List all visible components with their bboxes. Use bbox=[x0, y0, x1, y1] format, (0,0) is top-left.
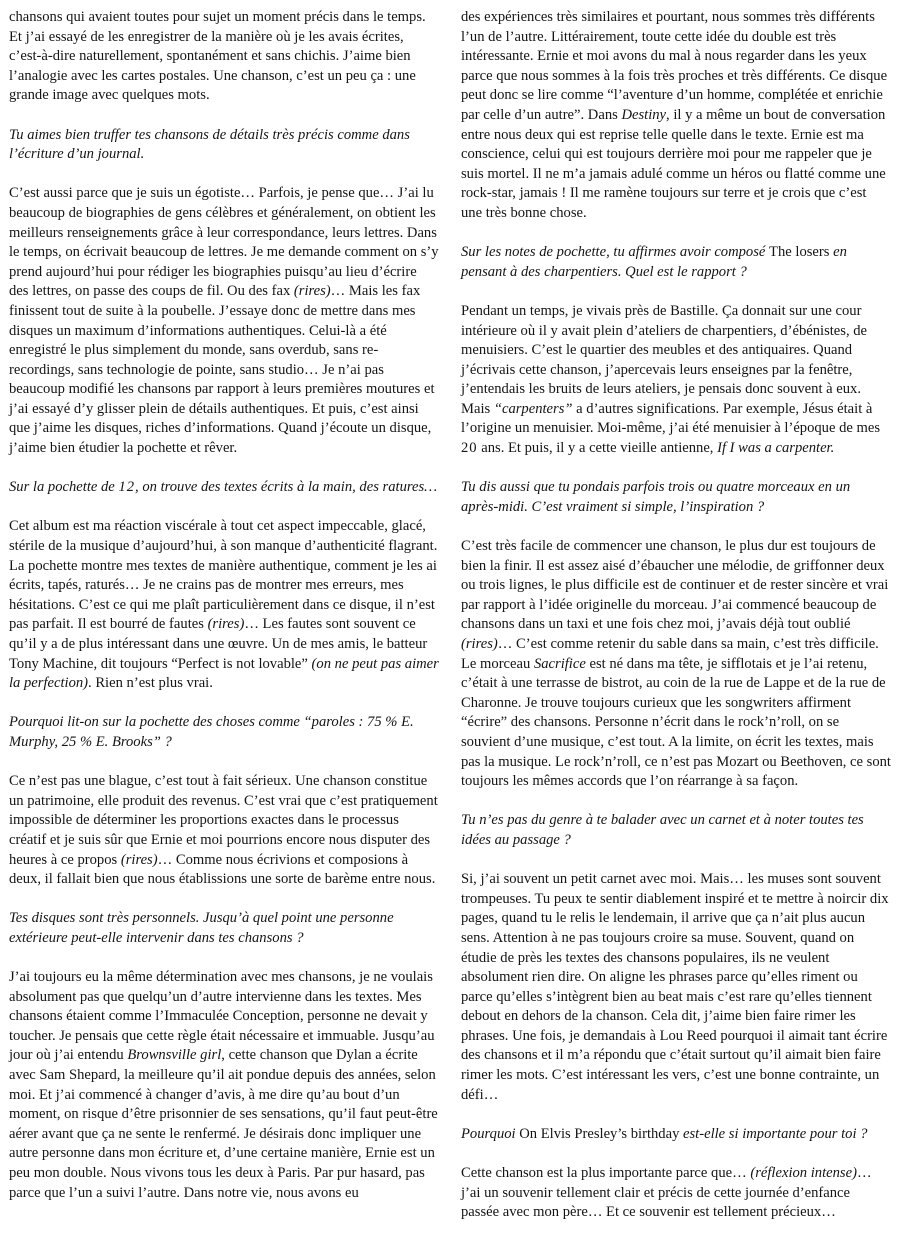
text-run: … Mais les fax finissent tout de suite à la poubelle. J’essaye donc de mettre dans mes disques un maximum d’informations authentiques. Celui-là a été enregistré le plus simplement du monde, sans overdub, sans re-recordings, sans technologie de pointe, sans studio… Je n’ai pas beaucoup modifié les chansons par rapport à leurs premières moutures et j’ai essayé d’y glisser plein de détails authentiques. Et puis, c’est ainsi que j’aime les disques, riches d’informations. Quand j’écoute un disque, j’aime bien étudier la pochette et rêver. bbox=[9, 283, 435, 457]
interview-answer bbox=[461, 1164, 891, 1223]
interview-answer bbox=[461, 302, 891, 459]
interview-question bbox=[461, 1125, 891, 1145]
text-run: (réflexion intense) bbox=[750, 1165, 857, 1182]
interview-answer bbox=[9, 8, 439, 106]
interview-answer bbox=[461, 8, 891, 224]
text-run: chansons qui avaient toutes pour sujet un moment précis dans le temps. Et j’ai essayé de les enregistrer de la manière où je les avais écrites, c’est-à-dire naturellement, spontanément et sans chichis. J’aime bien l’analogie avec les cartes postales. Une chanson, c’est un peu ça : une grande image avec quelques mots. bbox=[9, 9, 426, 104]
text-run: est né dans ma tête, je sifflotais et je l’ai retenu, c’était à une terrasse de bistrot, au coin de la rue de Lappe et de la rue de Charonne. Je trouve toujours curieux que les songwriters affirment “écrire” des chansons. Personne n’écrit dans le rock’n’roll, on se souvient d’une musique, c’est tout. A la limite, on écrit les textes, mais pas la musique. Le rock’n’roll, ce n’est pas Mozart ou Beethoven, ce sont toujours les mêmes accords que l’on réarrange à sa façon. bbox=[461, 655, 891, 790]
text-run: … Les fautes sont souvent ce qu’il y a de plus intéressant dans une œuvre. Un de mes amis, le batteur Tony Machine, dit toujours “Perfect is not lovable” bbox=[9, 616, 428, 672]
text-run: Cette chanson est la plus importante parce que… bbox=[461, 1165, 751, 1182]
interview-question bbox=[461, 243, 891, 282]
text-run: Sacrifice bbox=[533, 655, 586, 672]
left-column bbox=[9, 8, 439, 1223]
text-run: (rires) bbox=[461, 636, 498, 652]
text-run: Sur la pochette de bbox=[9, 479, 119, 496]
text-run: Tes disques sont très personnels. Jusqu’à quel point une personne extérieure peut-elle intervenir dans tes chansons ? bbox=[9, 910, 394, 946]
interview-question bbox=[461, 811, 891, 850]
interview-answer bbox=[9, 184, 439, 458]
text-run: , on trouve des textes écrits à la main, des ratures… bbox=[135, 479, 438, 496]
text-run: Pourquoi bbox=[461, 1125, 520, 1142]
text-run: The losers bbox=[769, 244, 830, 261]
text-run: Cet album est ma réaction viscérale à tout cet aspect impeccable, glacé, stérile de la musique d’aujourd’hui, à son manque d’authenticité flagrant. La pochette montre mes textes de manière authentique, comment je les ai écrits, tapés, raturés… Je ne crains pas de montrer mes erreurs, mes hésitations. C’est ce qui me plaît particulièrement dans ce disque, il n’est pas parfait. Il est bourré de fautes bbox=[9, 518, 438, 633]
text-run: Si, j’ai souvent un petit carnet avec moi. Mais… les muses sont souvent trompeuses. Tu peux te sentir diablement inspiré et te mettre à noircir dix pages, quand tu le relis le lendemain, il arrive que ça n’ait plus aucun sens. Attention à ne pas toujours croire sa muse. Souvent, quand on étudie de près les textes des chansons populaires, ils ne veulent absolument rien dire. On aligne les phrases parce qu’elles riment ou parce qu’elles s’intègrent bien au beat mais c’est rare qu’elles tiennent debout en dehors de la chanson. Cela dit, j’aime bien faire rimer les phrases. Une fois, je demandais à Lou Reed pourquoi il aimait tant écrire des chansons et il m’a répondu que c’était surtout qu’il aimait bien faire rimer les mots. C’est intéressant les vers, c’est une bonne contrainte, un défi… bbox=[461, 871, 889, 1103]
text-run: If I was a carpenter. bbox=[717, 440, 835, 457]
text-run: C’est aussi parce que je suis un égotiste… Parfois, je pense que… J’ai lu beaucoup de biographies de gens célèbres et généralement, on obtient les meilleurs renseignements grâce à leur correspondance, leurs lettres. Dans le temps, on écrivait beaucoup de lettres. Je me demande comment on s’y prend aujourd’hui pour rédiger les biographies puisqu’au lieu d’écrire des lettres, on passe des coups de fil. Ou des fax bbox=[9, 185, 439, 300]
text-run: Tu aimes bien truffer tes chansons de détails très précis comme dans l’écriture d’un journal. bbox=[9, 126, 410, 163]
text-run: Tu dis aussi que tu pondais parfois trois ou quatre morceaux en un après-midi. C’est vraiment si simple, l’inspiration ? bbox=[461, 479, 851, 515]
interview-answer bbox=[9, 968, 439, 1203]
text-run: ans. Et puis, il y a cette vieille antienne, bbox=[477, 440, 718, 457]
text-run: , il y a même un bout de conversation entre nous deux qui est reprise telle quelle dans le texte. Ernie est ma conscience, celui qui est toujours derrière moi pour me rappeler que je suis mortel. Il ne m’a jamais adulé comme un héros ou flatté comme une rock-star, jamais ! Il me ramène toujours sur terre et je crois que c’est une très bonne chose. bbox=[461, 106, 886, 221]
text-run: est-elle si importante pour toi ? bbox=[679, 1125, 868, 1142]
interview-answer bbox=[461, 537, 891, 792]
text-run: 20 bbox=[461, 440, 478, 457]
interview-answer bbox=[461, 870, 891, 1105]
interview-answer bbox=[9, 517, 439, 693]
right-column bbox=[461, 8, 891, 1242]
text-run: C’est très facile de commencer une chanson, le plus dur est toujours de bien la finir. Il est assez aisé d’ébaucher une mélodie, de griffonner deux ou trois lignes, le plus difficile est de continuer et de rester sincère et vrai par rapport à l’idée originelle du morceau. J’ai commencé beaucoup de chansons dans un taxi et une fois chez moi, j’avais déjà tout oublié bbox=[461, 538, 889, 633]
text-run: “carpenters” bbox=[493, 400, 573, 417]
text-run: Pourquoi lit-on sur la pochette des choses comme “paroles : bbox=[9, 714, 368, 731]
text-run: (on ne peut pas aimer la perfection) bbox=[9, 655, 439, 692]
text-run: Pendant un temps, je vivais près de Bastille. Ça donnait sur une cour intérieure où il y avait plein d’ateliers de charpentiers, d’ébénistes, de menuisiers. C’est le quartier des meubles et des antiquaires. Quand j’écrivais cette chanson, j’apercevais leurs enseignes par la fenêtre, j’entendais les bruits de leurs ateliers, je pensais donc souvent à eux. Mais bbox=[461, 302, 868, 417]
text-run: . Rien n’est plus vrai. bbox=[88, 675, 213, 692]
text-run: Tu n’es pas du genre à te balader avec un carnet et à noter toutes tes idées au passage ? bbox=[461, 812, 864, 848]
text-run: , cette chanson que Dylan a écrite avec Sam Shepard, la meilleure qu’il ait pondue depuis des années, selon moi. Et j’ai commencé à changer d’avis, à me dire qu’au bout d’un moment, on risque d’être prisonnier de ses sensations, qu’il faut peut-être aérer avant que ça ne sente le renfermé. Je désirais donc impliquer une autre personne dans mon écriture et, d’une certaine manière, Ernie est un peu mon double. Nous vivons tous les deux à Paris. Par pur hasard, pas parce que l’un a suivi l’autre. Dans notre vie, nous avons eu bbox=[9, 1047, 438, 1201]
interview-question bbox=[9, 126, 439, 165]
text-run: Ce n’est pas une blague, c’est tout à fait sérieux. Une chanson constitue un patrimoine, elle produit des revenus. C’est vrai que c’est pratiquement impossible de déterminer les proportions exactes dans le processus créatif et je suis sûr que Ernie et moi pourrions encore nous disputer des heures à ce propos bbox=[9, 773, 438, 868]
text-run: … j’ai un souvenir tellement clair et précis de cette journée d’enfance passée avec mon père… Et ce souvenir est tellement précieux… bbox=[461, 1165, 872, 1221]
text-run: Destiny bbox=[621, 106, 667, 123]
text-run: On Elvis Presley’s birthday bbox=[519, 1125, 680, 1142]
text-run: Brownsville girl bbox=[127, 1047, 222, 1064]
text-run: J’ai toujours eu la même détermination avec mes chansons, je ne voulais absolument pas que quelqu’un d’autre intervienne dans les textes. Mes chansons étaient comme l’Immaculée Conception, personne ne devait y toucher. Je pensais que cette règle était nécessaire et immuable. Jusqu’au jour où j’ai entendu bbox=[9, 969, 435, 1064]
interview-question bbox=[9, 713, 439, 752]
text-run: (rires) bbox=[293, 283, 331, 300]
text-run: (rires) bbox=[207, 616, 245, 633]
text-run: … Comme nous écrivions et composions à deux, il fallait bien que nous établissions une sorte de barème entre nous. bbox=[9, 851, 436, 888]
interview-question bbox=[9, 478, 439, 498]
text-run: des expériences très similaires et pourtant, nous sommes très différents l’un de l’autre. Littérairement, toute cette idée du double est très intéressante. Ernie et moi avons du mal à nous regarder dans les yeux parce que nous sommes à la fois très proches et très différents. Ce disque peut donc se lire comme “l’aventure d’un homme, complétée et enrichie par celle d’un autre”. Dans bbox=[461, 9, 888, 123]
text-run: Sur les notes de pochette, tu affirmes avoir composé bbox=[461, 244, 770, 261]
text-run: 12 bbox=[118, 479, 136, 496]
text-run: 75 % E. Murphy, 25 % E. Brooks” ? bbox=[9, 714, 414, 750]
text-run: a d’autres significations. Par exemple, Jésus était à l’origine un menuisier. Moi-même, j’ai été menuisier à l’époque de mes bbox=[461, 400, 881, 437]
text-run: en pensant à des charpentiers. Quel est le rapport ? bbox=[461, 244, 847, 280]
interview-question bbox=[461, 478, 891, 517]
interview-question bbox=[9, 909, 439, 948]
text-run: … C’est comme retenir du sable dans sa main, c’est très difficile. Le morceau bbox=[461, 636, 879, 672]
interview-answer bbox=[9, 772, 439, 890]
text-run: (rires) bbox=[120, 851, 158, 868]
